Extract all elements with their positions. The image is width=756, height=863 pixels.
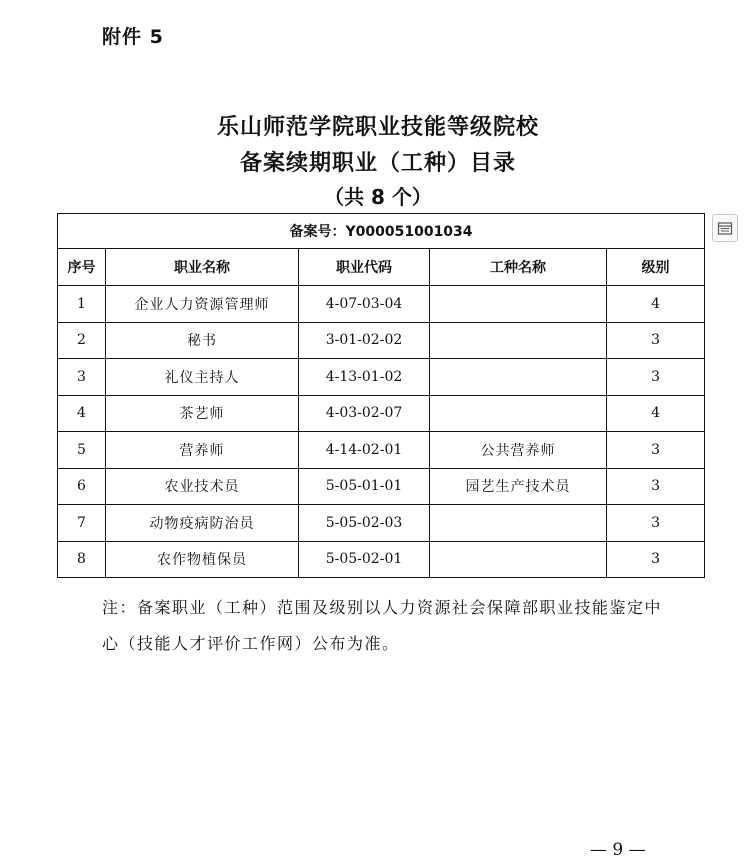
table-row	[58, 359, 705, 396]
cell-level: 3	[607, 322, 705, 359]
attachment-label: 附件 5	[102, 26, 164, 48]
page-number: — 9 —	[590, 840, 646, 860]
cell-code: 5-05-01-01	[299, 468, 430, 505]
footnote: 注：备案职业（工种）范围及级别以人力资源社会保障部职业技能鉴定中心（技能人才评价工作网）公布为准。	[102, 598, 663, 653]
table-row	[58, 395, 705, 432]
cell-occupation: 礼仪主持人	[106, 359, 299, 396]
cell-occupation: 营养师	[106, 432, 299, 469]
header-occupation: 职业名称	[106, 249, 299, 286]
cell-code: 5-05-02-01	[299, 541, 430, 578]
occupation-table	[57, 213, 705, 578]
cell-level: 3	[607, 468, 705, 505]
table-row	[58, 468, 705, 505]
cell-job-type	[430, 505, 607, 542]
cell-occupation: 农作物植保员	[106, 541, 299, 578]
table-row	[58, 432, 705, 469]
cell-level: 3	[607, 359, 705, 396]
filing-number: 备案号：Y000051001034	[58, 214, 705, 249]
screenshot-icon-glyph	[717, 220, 733, 236]
table-row	[58, 505, 705, 542]
cell-level: 4	[607, 286, 705, 323]
cell-occupation: 动物疫病防治员	[106, 505, 299, 542]
table-row	[58, 541, 705, 578]
table-row	[58, 322, 705, 359]
cell-no: 8	[58, 541, 106, 578]
header-code: 职业代码	[299, 249, 430, 286]
cell-occupation: 农业技术员	[106, 468, 299, 505]
cell-job-type	[430, 395, 607, 432]
title-line-2: 备案续期职业（工种）目录	[239, 151, 516, 176]
cell-code: 4-07-03-04	[299, 286, 430, 323]
document-title	[0, 110, 756, 212]
header-no: 序号	[58, 249, 106, 286]
cell-level: 4	[607, 395, 705, 432]
table-row	[58, 286, 705, 323]
title-line-1: 乐山师范学院职业技能等级院校	[216, 115, 539, 140]
cell-job-type	[430, 359, 607, 396]
cell-no: 5	[58, 432, 106, 469]
cell-occupation: 企业人力资源管理师	[106, 286, 299, 323]
title-count: （共 8 个）	[324, 185, 432, 209]
cell-no: 4	[58, 395, 106, 432]
cell-level: 3	[607, 505, 705, 542]
cell-no: 3	[58, 359, 106, 396]
cell-no: 7	[58, 505, 106, 542]
cell-level: 3	[607, 432, 705, 469]
cell-job-type	[430, 322, 607, 359]
screenshot-icon[interactable]	[712, 214, 738, 242]
table-header-row	[58, 249, 705, 286]
header-job-type: 工种名称	[430, 249, 607, 286]
cell-job-type: 公共营养师	[430, 432, 607, 469]
cell-occupation: 秘书	[106, 322, 299, 359]
cell-code: 4-13-01-02	[299, 359, 430, 396]
cell-code: 4-14-02-01	[299, 432, 430, 469]
cell-code: 5-05-02-03	[299, 505, 430, 542]
header-level: 级别	[607, 249, 705, 286]
cell-no: 1	[58, 286, 106, 323]
cell-job-type: 园艺生产技术员	[430, 468, 607, 505]
cell-occupation: 茶艺师	[106, 395, 299, 432]
cell-no: 6	[58, 468, 106, 505]
cell-job-type	[430, 541, 607, 578]
cell-code: 3-01-02-02	[299, 322, 430, 359]
cell-code: 4-03-02-07	[299, 395, 430, 432]
cell-job-type	[430, 286, 607, 323]
cell-no: 2	[58, 322, 106, 359]
filing-number-row	[58, 214, 705, 249]
cell-level: 3	[607, 541, 705, 578]
